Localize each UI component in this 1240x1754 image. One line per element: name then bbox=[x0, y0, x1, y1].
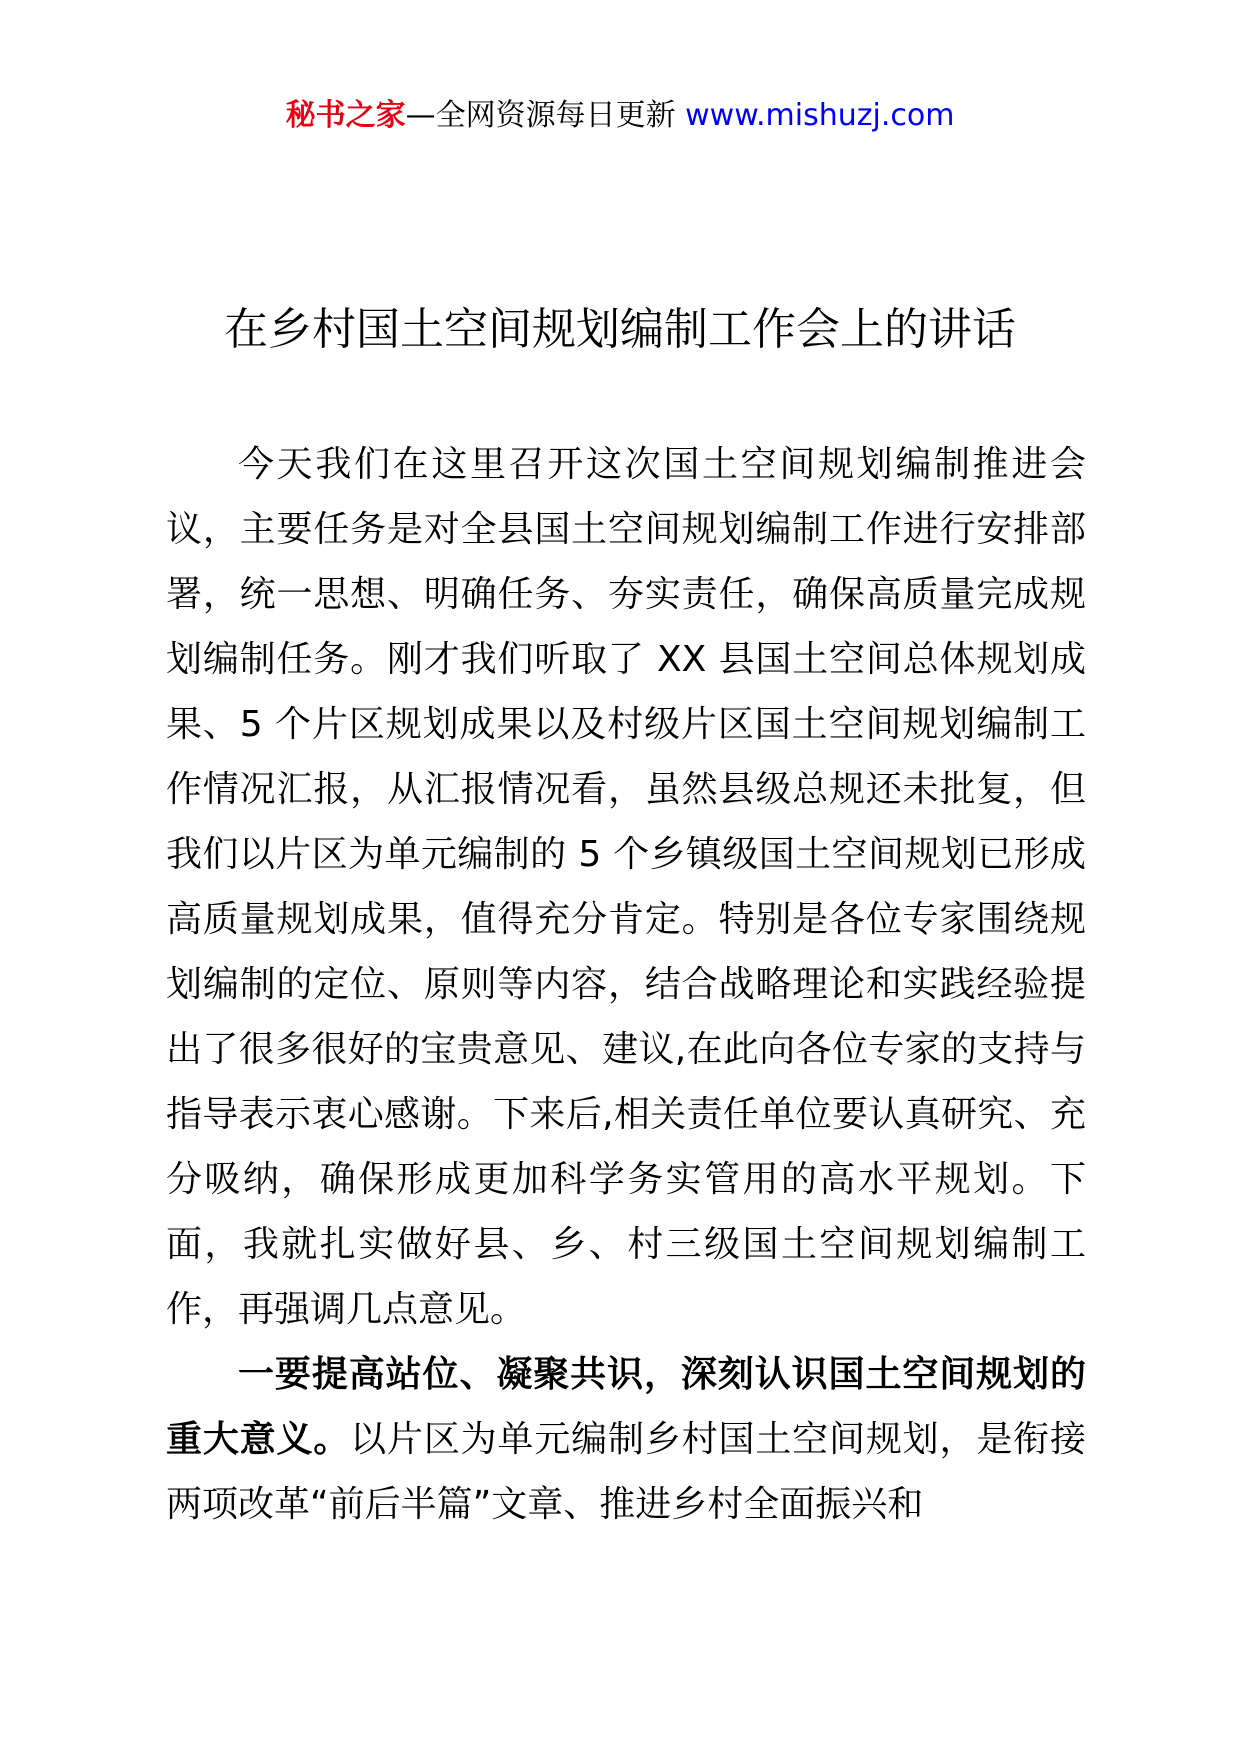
paragraph-point-one bbox=[166, 1342, 1086, 1537]
site-tagline: —全网资源每日更新 bbox=[405, 98, 676, 133]
paragraph-text-point-one: 以片区为单元编制乡村国土空间规划，是衔接两项改革“前后半篇”文章、推进乡村全面振兴和 bbox=[166, 1419, 1086, 1525]
document-body bbox=[166, 432, 1086, 1537]
site-url-link[interactable]: www.mishuzj.com bbox=[685, 98, 955, 133]
site-brand: 秘书之家 bbox=[285, 98, 406, 133]
document-title: 在乡村国土空间规划编制工作会上的讲话 bbox=[224, 304, 1016, 355]
site-header bbox=[0, 96, 1240, 136]
paragraph-heading-point-one: 一要提高站位、凝聚共识，深刻认识国土空间规划的重大意义。 bbox=[166, 1354, 1086, 1460]
paragraph-intro: 今天我们在这里召开这次国土空间规划编制推进会议，主要任务是对全县国土空间规划编制工作进行安排部署，统一思想、明确任务、夯实责任，确保高质量完成规划编制任务。刚才我们听取了 XX 县国土空间总体规划成果、5 个片区规划成果以及村级片区国土空间规划编制工作情况汇报，从汇报情况看，虽然县级总规还未批复，但我们以片区为单元编制的 5 个乡镇级国土空间规划已形成高质量规划成果，值得充分肯定。特别是各位专家围绕规划编制的定位、原则等内容，结合战略理论和实践经验提出了很多很好的宝贵意见、建议,在此向各位专家的支持与指导表示衷心感谢。下来后,相关责任单位要认真研究、充分吸纳，确保形成更加科学务实管用的高水平规划。下面，我就扎实做好县、乡、村三级国土空间规划编制工作，再强调几点意见。 bbox=[166, 444, 1086, 1330]
